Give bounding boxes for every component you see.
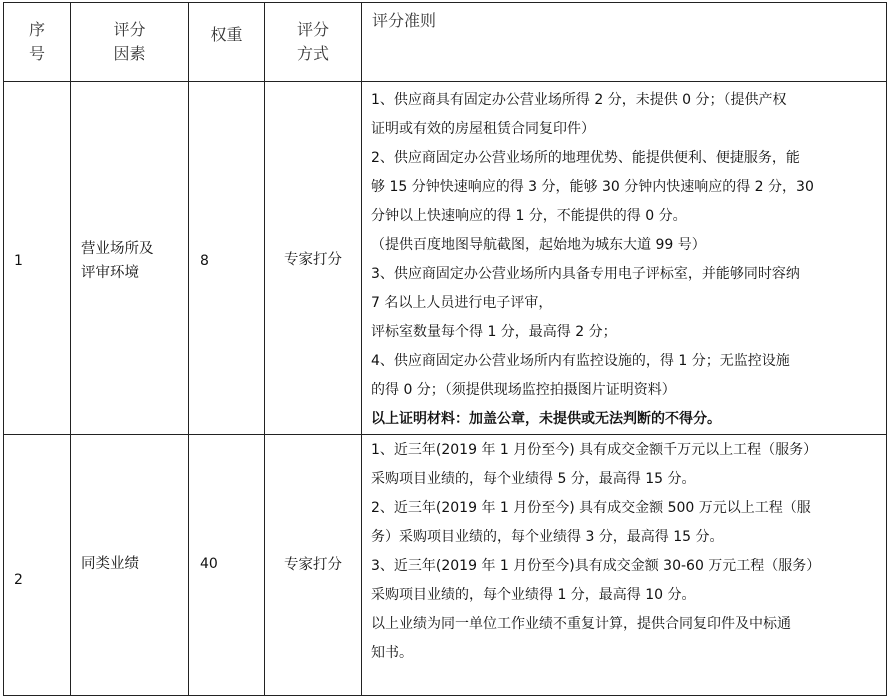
row-factor-line: 同类业绩 (81, 555, 139, 572)
row-number: 1 (4, 82, 71, 435)
row-method: 专家打分 (265, 82, 362, 435)
row-weight: 40 (189, 435, 265, 696)
header-weight: 权重 (189, 3, 265, 82)
rule-line: 3、近三年(2019 年 1 月份至今)具有成交金额 30-60 万元工程（服务） (371, 558, 821, 574)
row-weight: 8 (189, 82, 265, 435)
row-factor-line: 营业场所及 (81, 241, 154, 257)
header-index-line1: 序 (28, 20, 45, 39)
rule-line: 1、供应商具有固定办公营业场所得 2 分，未提供 0 分；（提供产权 (371, 92, 787, 108)
rule-line: 2、供应商固定办公营业场所的地理优势、能提供便利、便捷服务，能 (371, 150, 800, 166)
header-rules: 评分准则 (362, 3, 887, 82)
rule-line: 4、供应商固定办公营业场所内有监控设施的，得 1 分；无监控设施 (371, 353, 790, 369)
header-method-line1: 评分 (296, 20, 329, 39)
scoring-criteria-table (3, 2, 887, 696)
rule-note-bold: 以上证明材料：加盖公章，未提供或无法判断的不得分。 (371, 411, 721, 427)
rule-line: 评标室数量每个得 1 分，最高得 2 分； (371, 324, 617, 340)
rule-line: 3、供应商固定办公营业场所内具备专用电子评标室，并能够同时容纳 (371, 266, 800, 282)
header-factor-line1: 评分 (113, 20, 146, 39)
header-method-line2: 方式 (296, 44, 329, 63)
rule-line: 2、近三年(2019 年 1 月份至今) 具有成交金额 500 万元以上工程（服 (371, 500, 811, 516)
rule-line: 采购项目业绩的，每个业绩得 5 分，最高得 15 分。 (371, 471, 696, 487)
row-rules (362, 435, 887, 696)
rule-line: 1、近三年(2019 年 1 月份至今) 具有成交金额千万元以上工程（服务） (371, 442, 818, 458)
header-index-line2: 号 (28, 44, 45, 63)
rule-line: 务）采购项目业绩的，每个业绩得 3 分，最高得 15 分。 (371, 529, 724, 545)
row-rules (362, 82, 887, 435)
header-index (4, 3, 71, 82)
header-factor-line2: 因素 (113, 44, 146, 63)
table-row (4, 82, 887, 435)
table-row (4, 435, 887, 696)
rule-line: 7 名以上人员进行电子评审， (371, 295, 553, 311)
rule-line: 知书。 (371, 645, 413, 661)
rule-line: 分钟以上快速响应的得 1 分，不能提供的得 0 分。 (371, 208, 687, 224)
rule-line: （提供百度地图导航截图，起始地为城东大道 99 号） (371, 237, 706, 253)
rule-line: 的得 0 分；（须提供现场监控拍摄图片证明资料） (371, 382, 676, 398)
row-factor-line: 评审环境 (81, 265, 139, 281)
rule-line: 证明或有效的房屋租赁合同复印件） (371, 121, 595, 137)
row-method: 专家打分 (265, 435, 362, 696)
rule-line: 以上业绩为同一单位工作业绩不重复计算，提供合同复印件及中标通 (371, 616, 791, 632)
header-factor (71, 3, 189, 82)
row-factor (71, 82, 189, 435)
row-factor (71, 435, 189, 696)
header-method (265, 3, 362, 82)
row-number: 2 (4, 435, 71, 696)
rule-line: 够 15 分钟快速响应的得 3 分，能够 30 分钟内快速响应的得 2 分，30 (371, 179, 814, 195)
rule-line: 采购项目业绩的，每个业绩得 1 分，最高得 10 分。 (371, 587, 696, 603)
table-header-row (4, 3, 887, 82)
